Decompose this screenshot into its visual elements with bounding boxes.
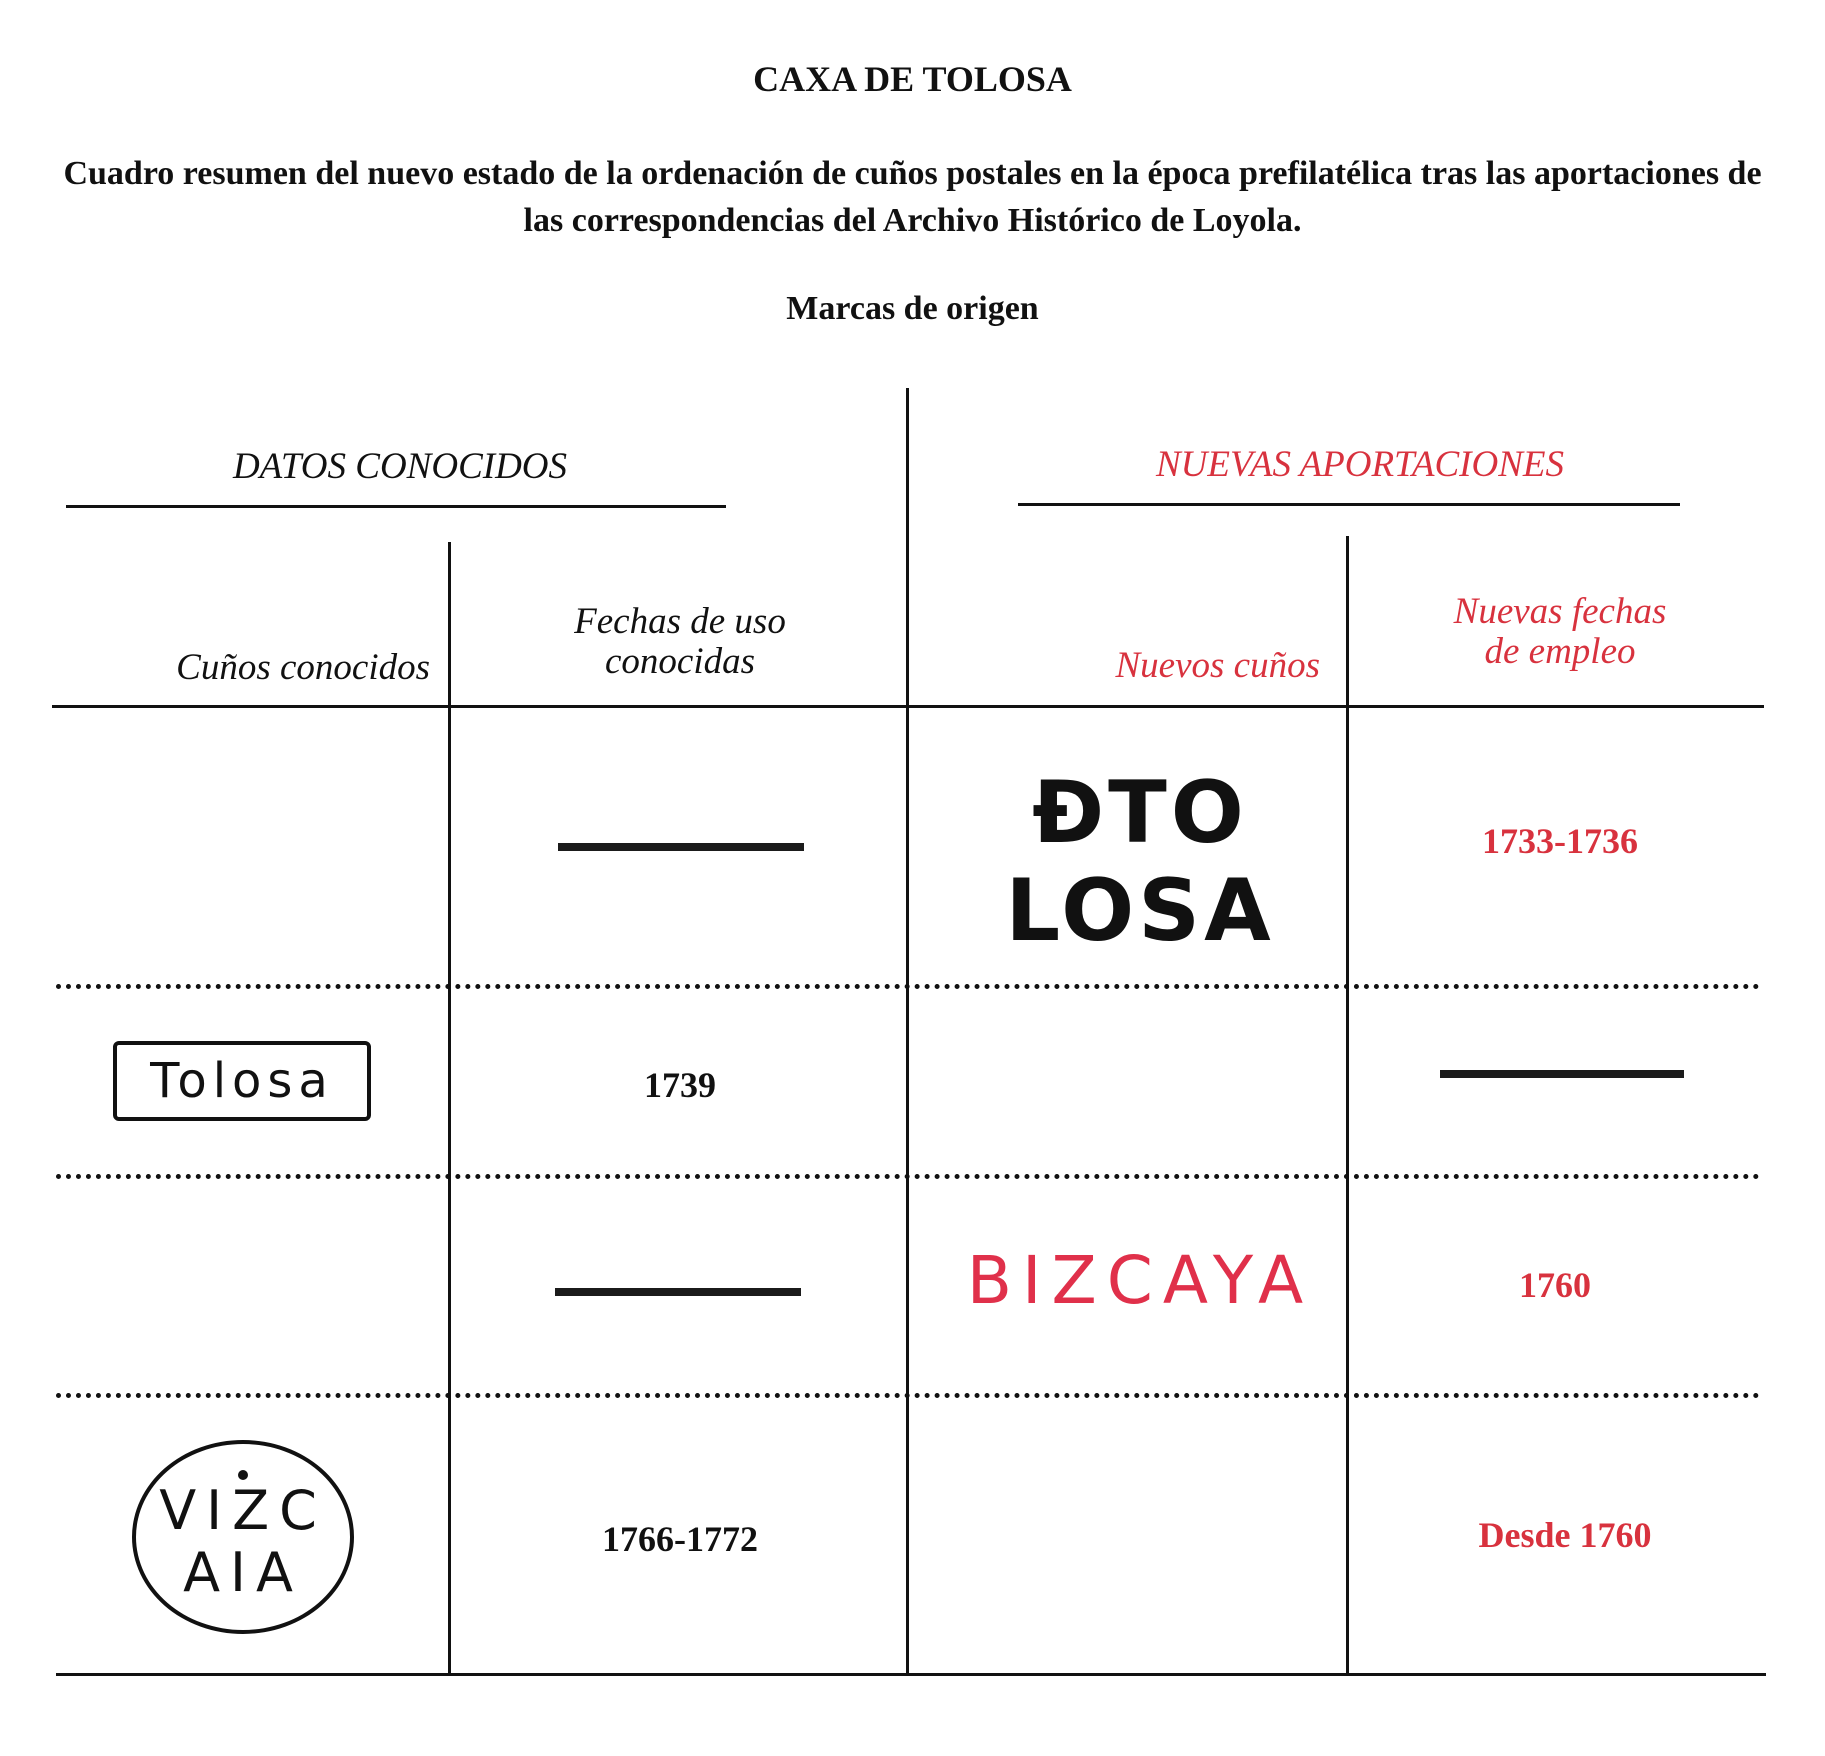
col-header-known-stamps: Cuños conocidos: [176, 647, 430, 688]
document-subtitle: Cuadro resumen del nuevo estado de la ordenación de cuños postales en la época prefilatélica tras las aportaciones de las correspondencias del Archivo Histórico de Loyola.: [63, 155, 1762, 239]
row4-known-stamp-vizcaia-oval: [132, 1440, 354, 1634]
row-separator-3: [56, 1393, 1760, 1398]
group-new-underline: [1018, 503, 1680, 506]
row3-known-dates-empty-dash: [555, 1288, 801, 1296]
col-header-known-dates: [460, 602, 900, 682]
table-bottom-rule: [56, 1673, 1766, 1676]
col-header-new-stamps: Nuevos cuños: [1115, 645, 1320, 686]
row1-new-stamp-dtolosa: [970, 764, 1310, 960]
row1-new-dates: 1733-1736: [1482, 821, 1638, 861]
row-separator-2: [56, 1174, 1760, 1179]
row1-new-stamp-line2: LOSA: [1005, 861, 1275, 961]
row3-new-dates: 1760: [1519, 1265, 1591, 1305]
col-header-new-dates: [1360, 592, 1760, 672]
group-known-header: DATOS CONOCIDOS: [232, 446, 568, 487]
row4-known-dates: 1766-1772: [602, 1519, 758, 1559]
col-header-new-dates-line2: de empleo: [1484, 631, 1636, 672]
group-new-header: NUEVAS APORTACIONES: [1156, 444, 1564, 485]
row1-new-stamp-line1: ÐTO: [1032, 763, 1248, 863]
row4-new-dates: Desde 1760: [1478, 1515, 1652, 1555]
row-separator-1: [56, 984, 1760, 989]
group-known-underline: [66, 505, 726, 508]
column-divider-1: [448, 542, 451, 1674]
row3-new-stamp-bizcaya: BIZCAYA: [966, 1242, 1314, 1319]
row4-known-stamp-line2: AIA: [183, 1541, 303, 1604]
row1-known-dates-empty-dash: [558, 843, 804, 851]
row2-known-stamp-text: Tolosa: [150, 1053, 334, 1109]
center-divider: [906, 388, 909, 1674]
col-header-known-dates-line2: conocidas: [604, 641, 756, 682]
row2-new-dates-empty-dash: [1440, 1070, 1684, 1078]
section-heading: Marcas de origen: [786, 290, 1039, 327]
row4-known-stamp-line1: VIZC: [159, 1479, 327, 1542]
col-header-new-dates-line1: Nuevas fechas: [1453, 591, 1667, 632]
row2-known-stamp-tolosa-box: [113, 1041, 371, 1121]
col-header-known-dates-line1: Fechas de uso: [574, 601, 786, 642]
header-rule: [52, 705, 1764, 708]
row2-known-dates: 1739: [644, 1065, 716, 1105]
document-title: CAXA DE TOLOSA: [753, 59, 1072, 99]
